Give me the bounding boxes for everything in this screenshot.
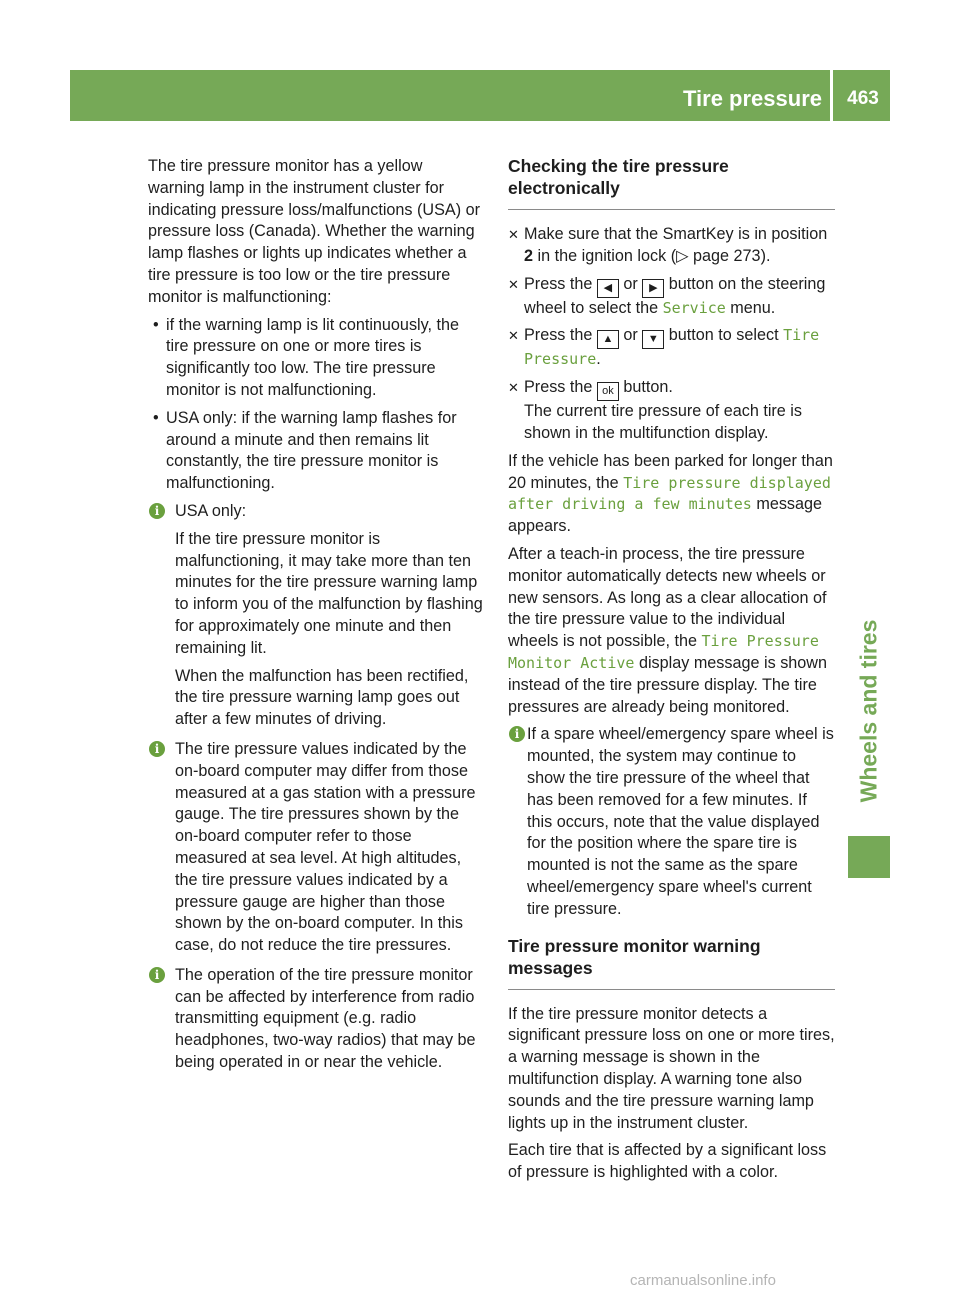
list-item: • USA only: if the warning lamp flashes for around a minute and then remains lit constantly, the tire pressure monitor is malfunctioning. [153,408,457,493]
arrow-right-icon: ✕ [508,328,519,344]
instruction-step: ✕ Press the ▲ or ▼ button to select Tire Pressure. [508,326,820,369]
bullet-icon: • [153,315,159,334]
arrow-right-icon: ✕ [508,276,519,292]
info-text: When the malfunction has been rectified, the tire pressure warning lamp goes out after a few minutes of driving. [175,666,469,729]
header-divider [830,70,833,121]
intro-paragraph: The tire pressure monitor has a yellow warning lamp in the instrument cluster for indicating pressure loss/malfunctions (USA) or pressure loss (Canada). Whether the warning lamp flashes or lights up indicates whether a tire pressure is too low or the tire pressure monitor is malfunctioning: [148,157,480,306]
side-tab-label: Wheels and tires [855,619,882,803]
info-icon: i [509,726,525,742]
page-link[interactable]: page 273). [693,246,771,265]
instruction-step: ✕ Make sure that the SmartKey is in position 2 in the ignition lock (▷ page 273). [508,225,828,265]
down-button-icon: ▼ [642,330,664,349]
paragraph: Each tire that is affected by a significant loss of pressure is highlighted with a color. [508,1141,827,1182]
ok-button-icon: ok [597,382,619,401]
info-icon: i [149,741,165,757]
info-note [148,501,483,731]
page-number: 463 [847,88,879,109]
info-text: If the tire pressure monitor is malfunctioning, it may take more than ten minutes for the tire pressure warning lamp to inform you of the malfunction by flashing for approximately one minute and then remaining lit. [175,529,483,657]
paragraph: If the vehicle has been parked for longer than 20 minutes, the Tire pressure displayed after driving a few minutes message appears. [508,451,833,536]
paragraph: If the tire pressure monitor detects a significant pressure loss on one or more tires, a warning message is shown in the multifunction display. A warning tone also sounds and the tire pressure warning lamp lights up in the instrument cluster. [508,1004,835,1132]
up-button-icon: ▲ [597,330,619,349]
watermark: carmanualsonline.info [630,1272,776,1289]
left-button-icon: ◀ [597,279,619,298]
info-text: The operation of the tire pressure monitor can be affected by interference from radio transmitting equipment (e.g. radio headphones, two-way radios) that may be being operated in or near the vehicle. [175,965,476,1072]
display-message: Tire pressure displayed after driving a few minutes [508,473,831,514]
info-text: If a spare wheel/emergency spare wheel is mounted, the system may continue to show the tire pressure of the wheel that has been removed for a few minutes. If this occurs, note that the value displayed for the position where the spare tire is mounted is not the same as the spare wheel/emergency spare wheel's current tire pressure. [527,725,834,918]
info-note [148,965,483,1074]
side-tab [848,596,890,826]
info-title: USA only: [175,501,247,520]
instruction-step: ✕ Press the ok button. The current tire pressure of each tire is shown in the multifunction display. [508,378,803,442]
left-column [148,156,483,1082]
instruction-step: ✕ Press the ◀ or ▶ button on the steering wheel to select the Service menu. [508,274,826,317]
section-title-header: Tire pressure [682,86,822,111]
info-note [148,739,483,957]
info-icon: i [149,967,165,983]
paragraph: After a teach-in process, the tire pressure monitor automatically detects new wheels or new sensors. As long as a clear allocation of the tire pressure value to the individual wheels is not possible, the Tire Pressure Monitor Active display message is shown instead of the tire pressure display. The tire pressures are already being monitored. [508,544,827,716]
info-icon: i [149,503,165,519]
step-result: The current tire pressure of each tire is shown in the multifunction display. [524,402,803,442]
display-message: Tire Pressure Monitor Active [508,632,819,672]
section-heading: Checking the tire pressure electronically [508,155,835,210]
section-heading: Tire pressure monitor warning messages [508,935,835,990]
display-message: Service [662,298,726,317]
info-note [508,724,835,920]
display-message: Tire Pressure [524,326,820,369]
right-button-icon: ▶ [642,279,664,298]
bullet-icon: • [153,408,159,427]
arrow-right-icon: ✕ [508,380,519,396]
side-marker [848,836,890,878]
list-item: • if the warning lamp is lit continuously, the tire pressure on one or more tires is significantly too low. The tire pressure monitor is not malfunctioning. [153,315,460,399]
right-column [508,155,835,1190]
arrow-right-icon: ✕ [508,227,519,242]
page-ref-icon: ▷ [676,246,689,265]
info-text: The tire pressure values indicated by the on-board computer may differ from those measured at a gas station with a pressure gauge. The tire pressures shown by the on-board computer refer to those measured at sea level. At high altitudes, the tire pressure values indicated by a pressure gauge are higher than those shown by the on-board computer. In this case, do not reduce the tire pressures. [175,739,476,955]
